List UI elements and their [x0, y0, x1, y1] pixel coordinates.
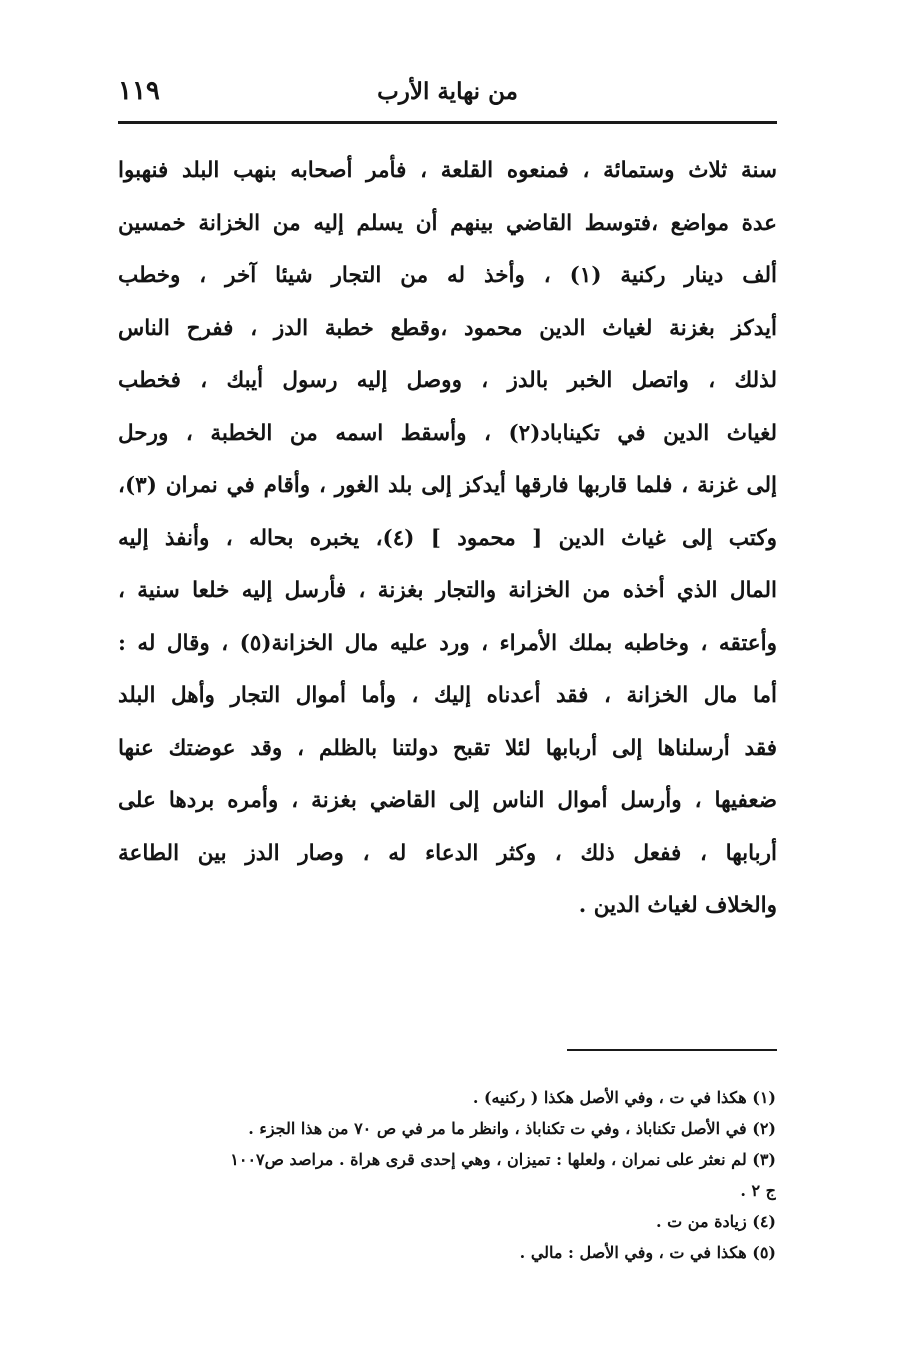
text-line: أما مال الخزانة ، فقد أعدناه إليك ، وأما أموال التجار وأهل البلد — [118, 683, 777, 708]
footnote-rule — [567, 1049, 777, 1051]
text-line: المال الذي أخذه من الخزانة والتجار بغزنة ، فأرسل إليه خلعا سنية ، — [118, 578, 777, 603]
text-line: وكتب إلى غياث الدين [ محمود ] (٤)، يخبره بحاله ، وأنفذ إليه — [118, 525, 777, 551]
footnote-1: (١) هكذا في ت ، وفي الأصل هكذا ( ركنيه) . — [472, 1088, 776, 1107]
text-line: لغياث الدين في تكيناباد(٢) ، وأسقط اسمه من الخطبة ، ورحل — [118, 420, 777, 446]
page-number: ١١٩ — [118, 76, 160, 106]
text-line: أربابها ، ففعل ذلك ، وكثر الدعاء له ، وصار الدز بين الطاعة — [118, 840, 777, 866]
footnote-3: (٣) لم نعثر على نمران ، ولعلها : تميزان ، وهي إحدى قرى هراة . مراصد ص١٠٠٧ — [230, 1150, 776, 1169]
text-line: والخلاف لغياث الدين . — [578, 893, 777, 918]
body-text — [118, 145, 777, 933]
footnote-4: (٤) زيادة من ت . — [656, 1212, 776, 1231]
text-line: سنة ثلاث وستمائة ، فمنعوه القلعة ، فأمر أصحابه بنهب البلد فنهبوا — [118, 158, 777, 183]
footnotes — [118, 1082, 776, 1268]
text-line: وأعتقه ، وخاطبه بملك الأمراء ، ورد عليه مال الخزانة(٥) ، وقال له : — [118, 630, 777, 656]
text-line: فقد أرسلناها إلى أربابها لئلا تقبح دولتنا بالظلم ، وقد عوضتك عنها — [118, 735, 777, 761]
footnote-2: (٢) في الأصل تكناباذ ، وفي ت تكناباذ ، وانظر ما مر في ص ٧٠ من هذا الجزء . — [248, 1119, 776, 1138]
header-rule — [118, 121, 777, 124]
text-line: ضعفيها ، وأرسل أموال الناس إلى القاضي بغزنة ، وأمره بردها على — [118, 788, 777, 813]
running-title: من نهاية الأرب — [377, 78, 518, 105]
text-line: إلى غزنة ، فلما قاربها فارقها أيدكز إلى بلد الغور ، وأقام في نمران (٣)، — [118, 473, 777, 498]
text-line: لذلك ، واتصل الخبر بالدز ، ووصل إليه رسول أيبك ، فخطب — [118, 368, 777, 393]
text-line: أيدكز بغزنة لغياث الدين محمود ،وقطع خطبة الدز ، ففرح الناس — [118, 315, 777, 341]
footnote-5: (٥) هكذا في ت ، وفي الأصل : مالي . — [519, 1243, 776, 1262]
footnote-3-continued: ج ٢ . — [740, 1181, 776, 1200]
text-line: ألف دينار ركنية (١) ، وأخذ له من التجار شيئا آخر ، وخطب — [118, 263, 777, 288]
text-line: عدة مواضع ،فتوسط القاضي بينهم أن يسلم إليه من الخزانة خمسين — [118, 210, 777, 236]
page-header — [118, 70, 777, 118]
